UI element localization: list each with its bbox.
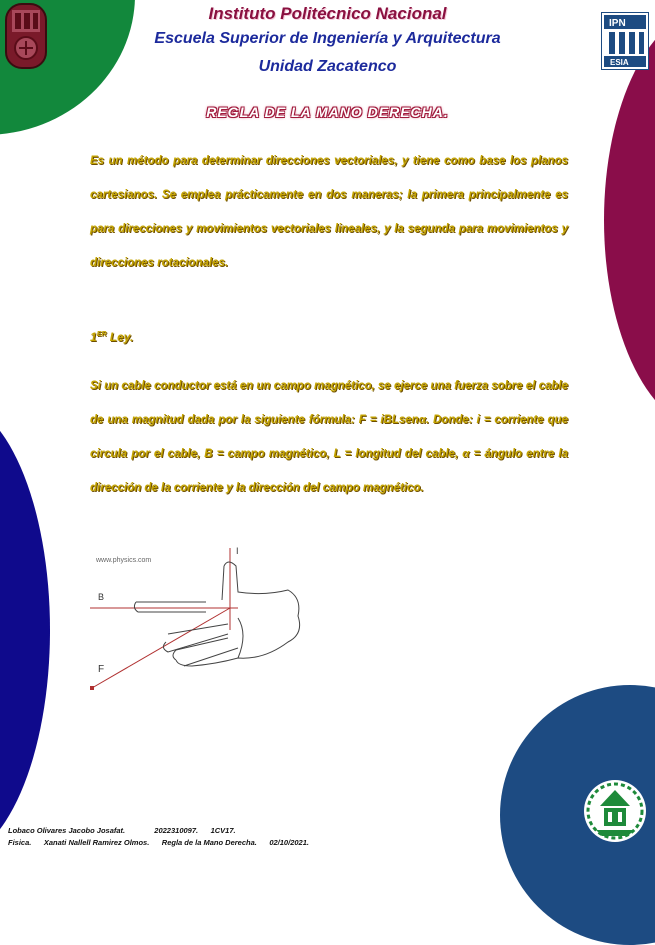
unit-name: Unidad Zacatenco <box>258 58 397 75</box>
figure-caption: www.physics.com <box>96 557 152 564</box>
law-heading <box>90 330 133 344</box>
esia-logo-top-text: IPN <box>609 18 626 29</box>
document-title: REGLA DE LA MANO DERECHA. <box>206 104 449 120</box>
navy-side-shape <box>0 400 50 860</box>
right-hand-rule-figure <box>88 538 320 698</box>
hand-drawing <box>134 562 299 666</box>
footer-author-line: Lobaco Olivares Jacobo Josafat. 2022310097. 1CV17. <box>8 826 236 835</box>
institute-name: Instituto Politécnico Nacional <box>208 4 447 23</box>
law-heading-number: 1 <box>90 330 97 344</box>
field-label: B <box>98 592 105 602</box>
law-heading-word: Ley. <box>106 330 134 344</box>
force-label: F <box>98 664 105 675</box>
footer-course-line: Fisica. Xanati Nallell Ramirez Olmos. Regla de la Mano Derecha. 02/10/2021. <box>8 838 309 847</box>
law-paragraph: Si un cable conductor está en un campo magnético, se ejerce una fuerza sobre el cable de una magnitud dada por la siguiente fórmula: F = iBLsenα. Donde: i = corriente que circula por el cable, B = campo magnético, L = longitud del cable, α = ángulo entre la dirección de la corriente y la dirección del campo magnético. <box>90 380 568 494</box>
esia-emblem-icon <box>582 778 648 844</box>
current-label: I <box>236 546 239 556</box>
intro-paragraph: Es un método para determinar direcciones vectoriales, y tiene como base los planos cartesianos. Se emplea prácticamente en dos maneras; la primera principalmente es para direcciones y movimientos vectoriales lineales, y la segunda para movimientos y direcciones rotacionales. <box>90 155 568 269</box>
school-name: Escuela Superior de Ingeniería y Arquitectura <box>154 30 501 47</box>
law-heading-superscript: ER <box>96 331 107 338</box>
esia-logo-bottom-text: ESIA <box>610 58 629 67</box>
force-axis <box>92 608 230 688</box>
force-axis-end <box>90 686 94 690</box>
